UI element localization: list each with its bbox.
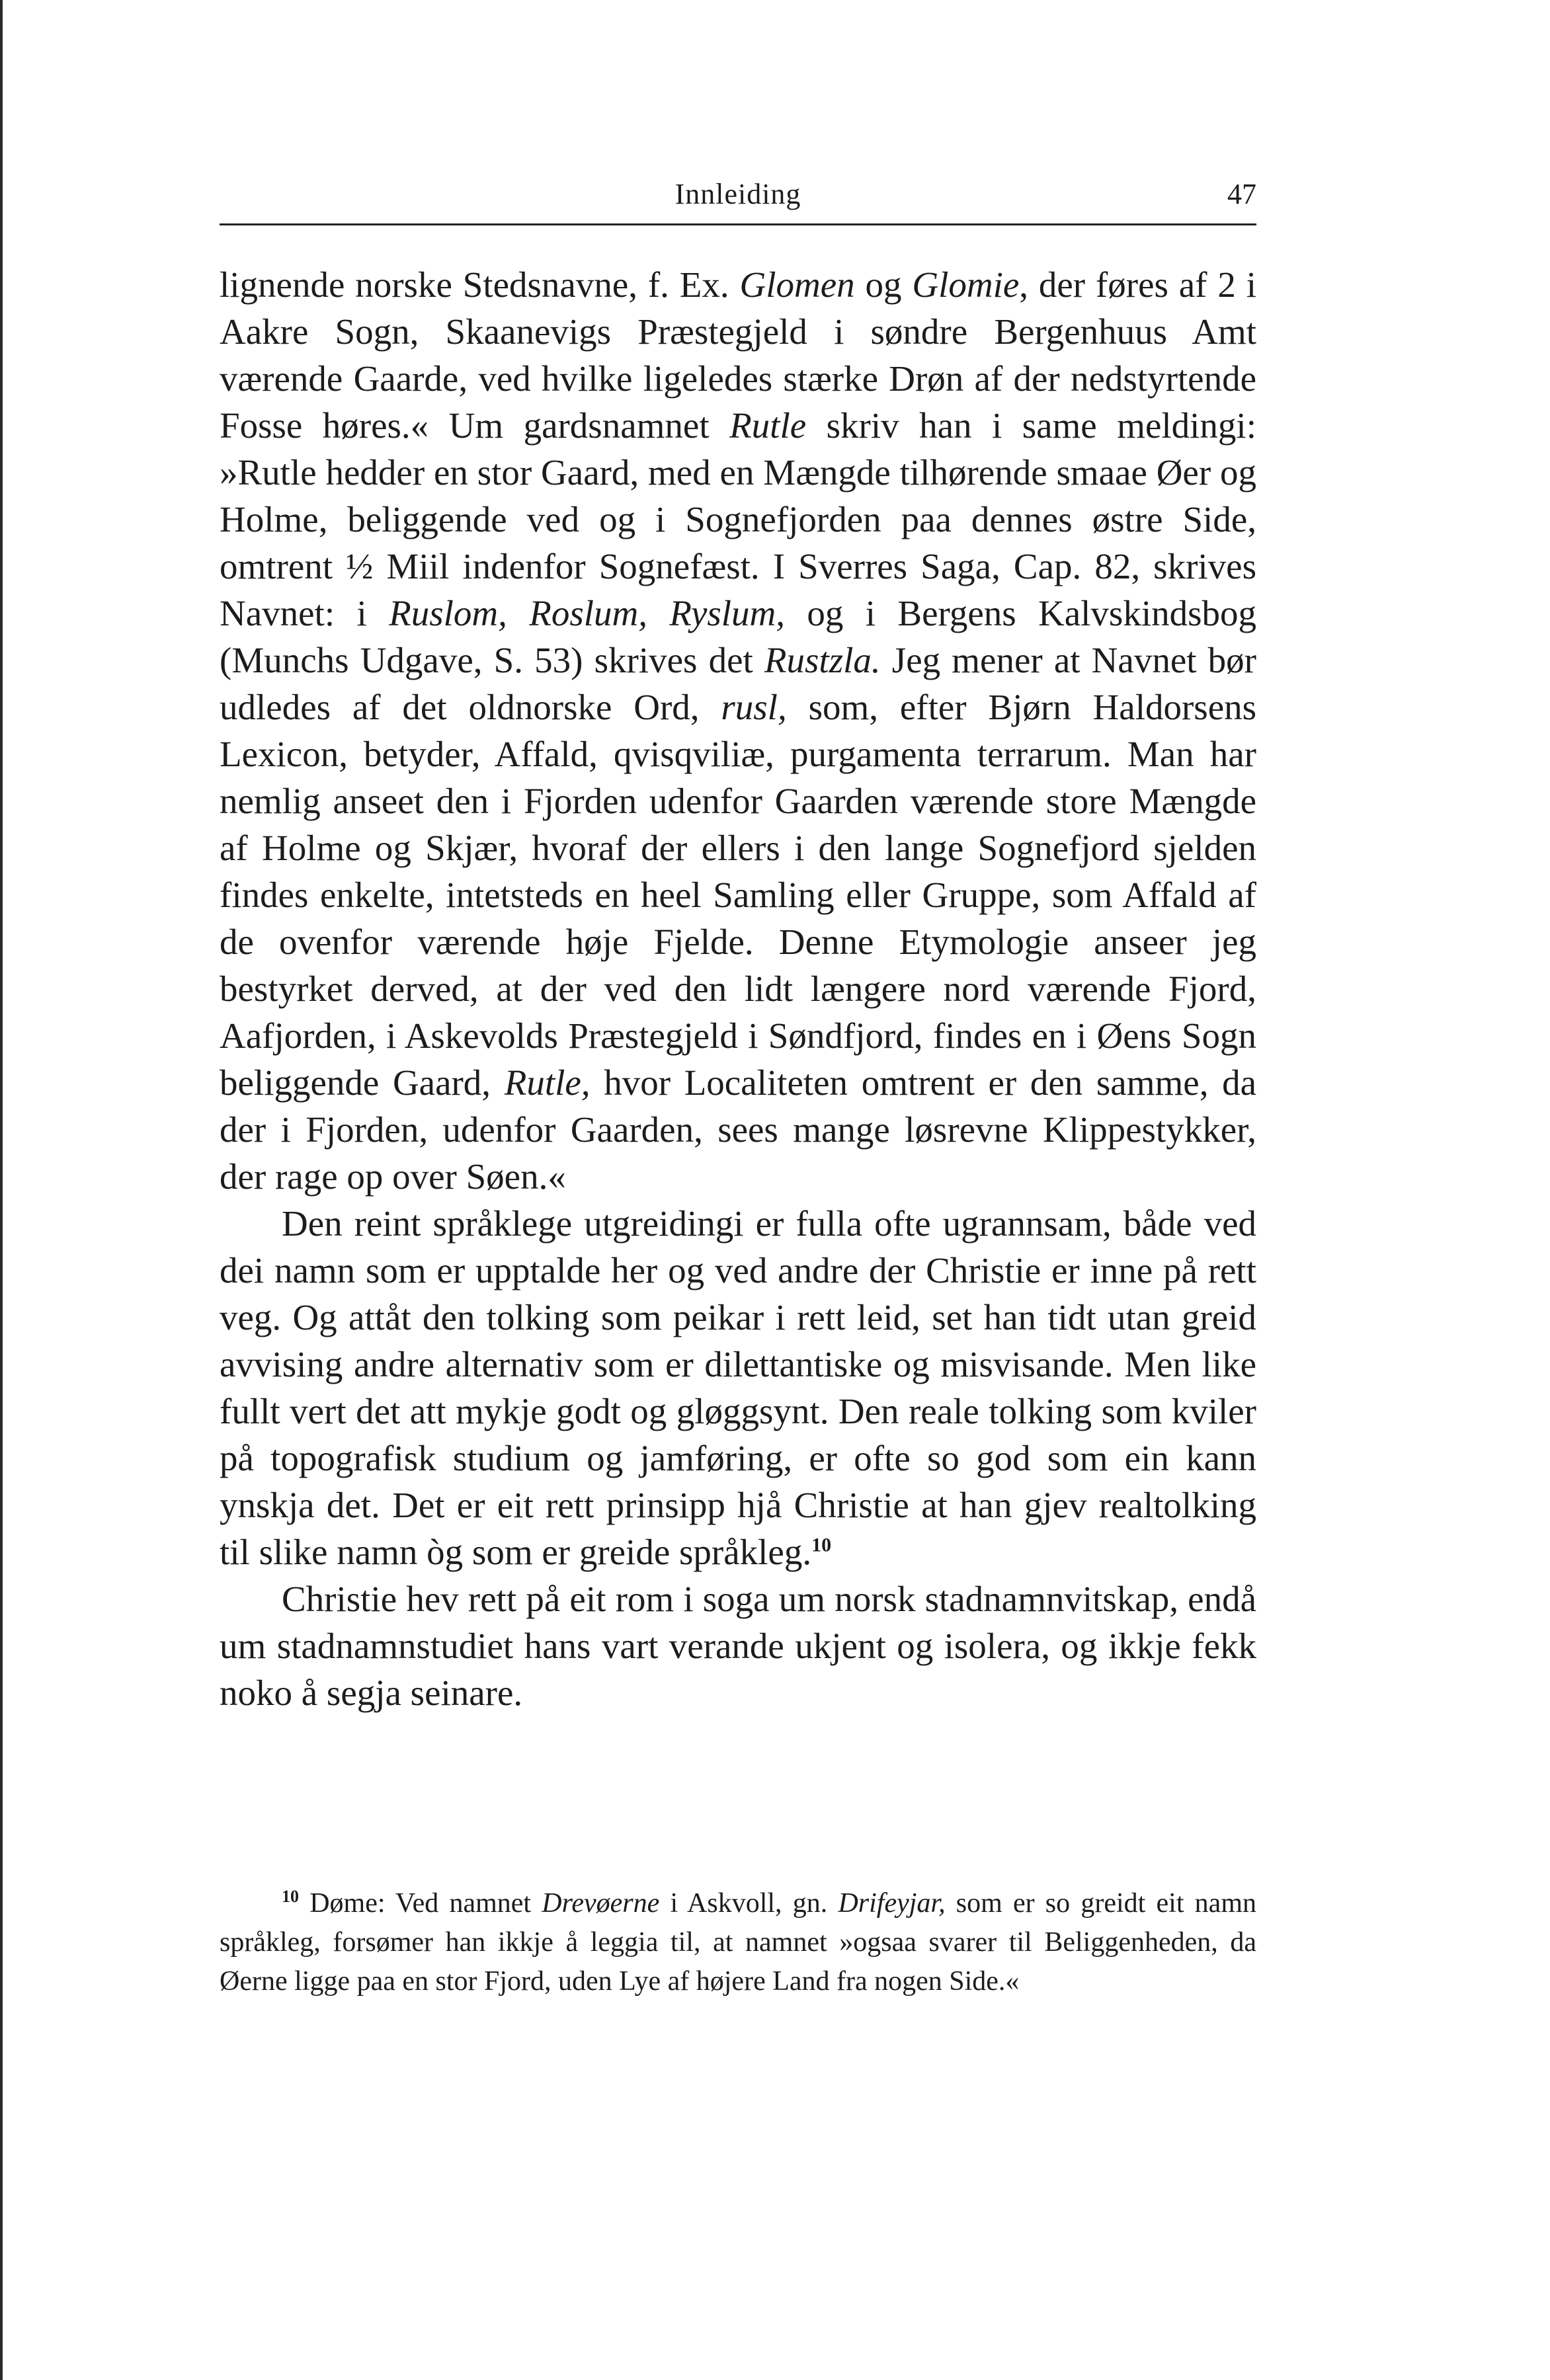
body-text [220,261,1256,1716]
text-run: , der føres af 2 i Aakre Sogn, Skaanevigs Præstegjeld i søndre Bergenhuus Amt værende Gaarde, ved hvilke ligeledes stærke Drøn af der nedstyrtende Fosse høres.« Um gardsnamnet [220,264,1256,446]
text-run: og i Bergens Kalvskindsbog (Munchs Udgave, S. 53) skrives det [220,593,1257,680]
text-run: Døme: Ved namnet [299,1888,542,1919]
italic-name: Drifeyjar, [838,1888,946,1919]
paragraph-2 [220,1200,1256,1575]
footnote-reference[interactable]: 10 [811,1534,832,1556]
paragraph-3 [220,1575,1256,1716]
italic-name: Drevøerne [542,1888,660,1919]
italic-name: Ruslom, Roslum, Ryslum, [389,593,786,633]
text-run: Christie hev rett på eit rom i soga um norsk stadnamnvitskap, endå um stadnamnstudiet hans vart verande ukjent og isolera, og ikkje fekk noko å segja seinare. [220,1579,1256,1713]
text-run: i Askvoll, gn. [659,1888,838,1919]
italic-name: Rutle, [504,1062,591,1103]
page-number: 47 [1227,178,1256,210]
text-run: skriv han i same meldingi: »Rutle hedder en stor Gaard, med en Mængde tilhørende smaae Øer og Holme, beliggende ved og i Sognefjorden paa dennes østre Side, omtrent ½ Miil indenfor Sognefæst. I Sverres Saga, Cap. 82, skrives Navnet: i [220,405,1256,633]
text-run: som er so greidt eit namn språkleg, forsømer han ikkje å leggia til, at namnet »ogsaa svarer til Beliggenheden, da Øerne ligge paa en stor Fjord, uden Lye af højere Land fra nogen Side.« [220,1888,1256,1997]
footnote-marker: 10 [282,1887,299,1906]
text-run: som, efter Bjørn Haldorsens Lexicon, betyder, Affald, qvisqviliæ, purgamenta terrarum. Man har nemlig anseet den i Fjorden udenfor Gaarden værende store Mængde af Holme og Skjær, hvoraf der ellers i den lange Sognefjord sjelden findes enkelte, intetsteds en heel Samling eller Gruppe, som Affald af de ovenfor værende høje Fjelde. Denne Etymologie anseer jeg bestyrket derved, at der ved den lidt længere nord værende Fjord, Aafjorden, i Askevolds Præstegjeld i Søndfjord, findes en i Øens Sogn beliggende Gaard, [220,687,1257,1103]
running-header [220,171,1256,225]
text-run: lignende norske Stedsnavne, f. Ex. [220,264,740,305]
italic-name: Glomen [739,264,855,305]
italic-name: Rustzla. [764,640,881,680]
text-run: Jeg mener at Navnet bør udledes af det oldnorske Ord, [220,640,1256,727]
text-run: hvor Localiteten omtrent er den samme, da der i Fjorden, udenfor Gaarden, sees mange løsrevne Klippestykker, der rage op over Søen.« [220,1062,1257,1197]
footnote-10 [220,1884,1256,2001]
text-run: og [854,264,913,305]
running-title: Innleiding [674,178,801,210]
italic-name: rusl, [721,687,787,727]
italic-name: Rutle [729,405,807,446]
text-run: Den reint språklege utgreidingi er fulla ofte ugrannsam, både ved dei namn som er upptalde her og ved andre der Christie er inne på rett veg. Og attåt den tolking som peikar i rett leid, set han tidt utan greid avvising andre alternativ som er dilettantiske og misvisande. Men like fullt vert det att mykje godt og gløggsynt. Den reale tolking som kviler på topografisk studium og jamføring, er ofte so god som ein kann ynskja det. Det er eit rett prinsipp hjå Christie at han gjev realtolking til slike namn òg som er greide språkleg. [220,1203,1256,1572]
italic-name: Glomie [912,264,1020,305]
page-edge [0,0,3,2380]
paragraph-1 [220,261,1256,1200]
